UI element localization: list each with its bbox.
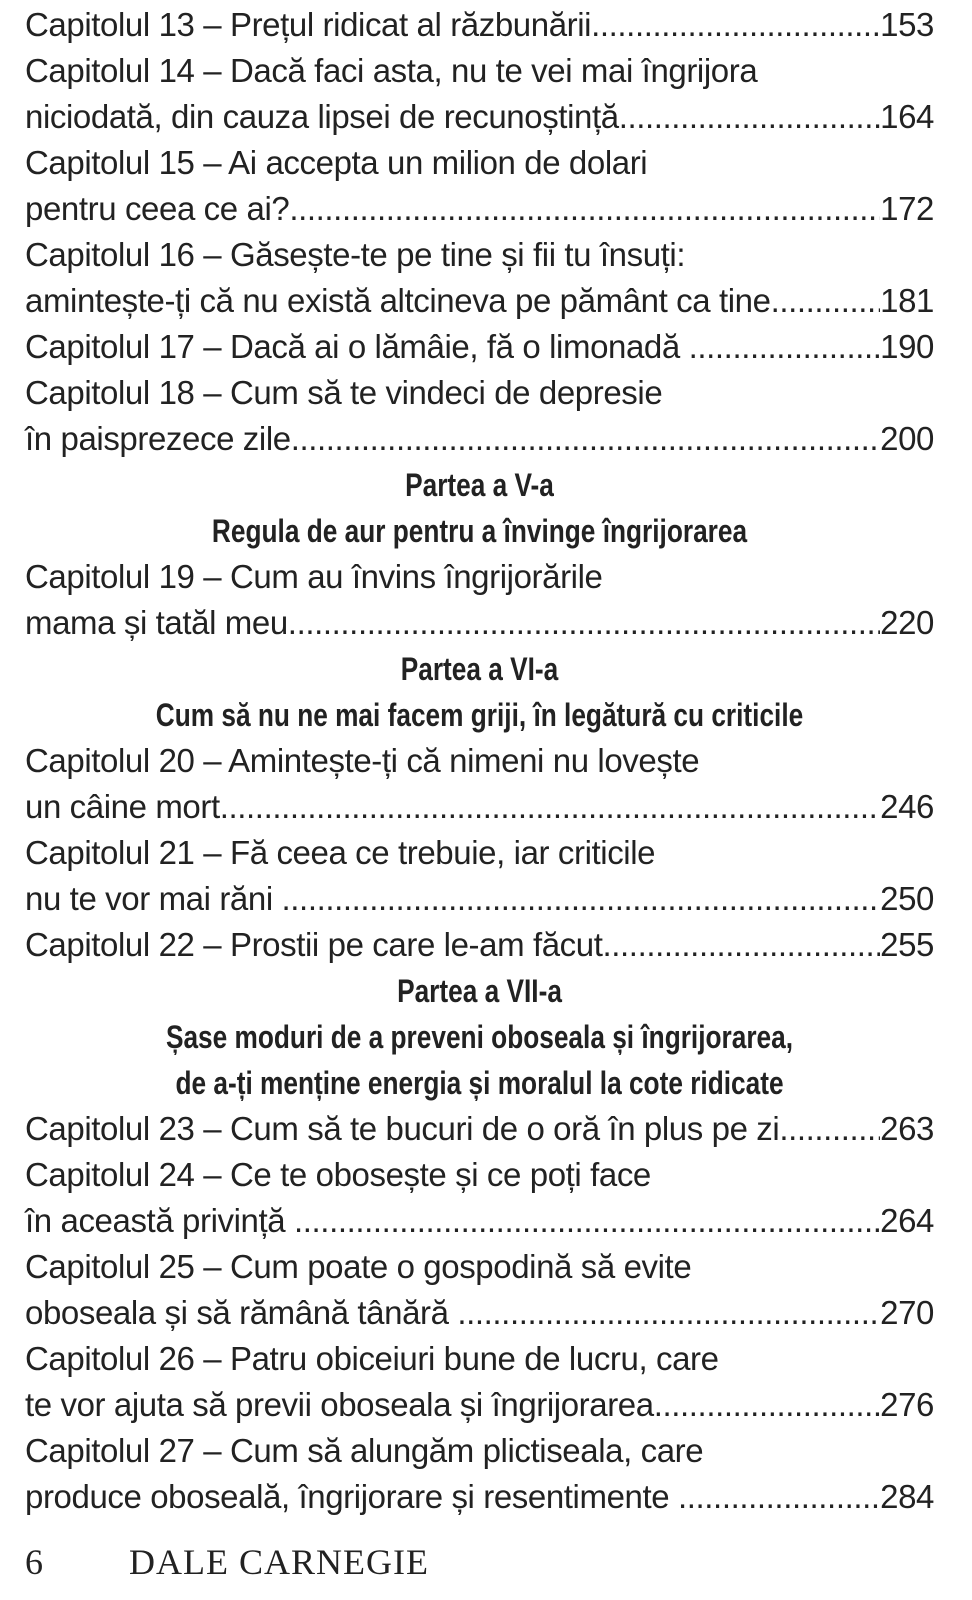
- page-number: 200: [880, 420, 934, 457]
- part-heading: Partea a V-a: [405, 467, 554, 503]
- toc-line-text: Capitolul 25 – Cum poate o gospodină să evite: [25, 1248, 692, 1285]
- toc-line: [25, 784, 934, 830]
- toc-line: [25, 1290, 934, 1336]
- toc-line-text: Capitolul 23 – Cum să te bucuri de o oră în plus pe zi: [25, 1110, 780, 1147]
- toc-line: [25, 738, 934, 784]
- page-number: 284: [880, 1478, 934, 1515]
- page-number: 190: [880, 328, 934, 365]
- toc-line: [25, 600, 934, 646]
- page-number: 264: [880, 1202, 934, 1239]
- toc-line-text: Capitolul 24 – Ce te obosește și ce poți face: [25, 1156, 651, 1193]
- dot-leader: [779, 1106, 880, 1152]
- toc-line-text: Capitolul 14 – Dacă faci asta, nu te vei mai îngrijora: [25, 52, 758, 89]
- toc-line-text: produce oboseală, îngrijorare și resentimente: [25, 1478, 678, 1515]
- dot-leader: [291, 416, 880, 462]
- page-number: 172: [880, 190, 934, 227]
- toc-line: [25, 324, 934, 370]
- part-heading: Regula de aur pentru a învinge îngrijorarea: [211, 513, 748, 549]
- toc-line: [25, 554, 934, 600]
- toc-line-text: amintește-ți că nu există altcineva pe pământ ca tine: [25, 282, 771, 319]
- toc-line-text: nu te vor mai răni: [25, 880, 282, 917]
- page-number: 255: [880, 926, 934, 963]
- dot-leader: [289, 186, 880, 232]
- toc-line-text: pentru ceea ce ai?: [25, 190, 290, 227]
- toc-line-text: în paisprezece zile: [25, 420, 291, 457]
- page-number: 250: [880, 880, 934, 917]
- running-title: DALE CARNEGIE: [129, 1542, 429, 1582]
- toc-line-text: Capitolul 13 – Prețul ridicat al răzbunării: [25, 6, 592, 43]
- part-heading: Partea a VI-a: [400, 651, 559, 687]
- dot-leader: [288, 600, 880, 646]
- toc-line: [25, 922, 934, 968]
- part-heading: Șase moduri de a preveni oboseala și îngrijorarea,: [165, 1019, 794, 1055]
- toc-line-text: Capitolul 20 – Amintește-ți că nimeni nu lovește: [25, 742, 700, 779]
- toc-line-text: Capitolul 22 – Prostii pe care le-am făcut: [25, 926, 603, 963]
- toc-line: [25, 1474, 934, 1520]
- toc-line-text: oboseala și să rămână tânără: [25, 1294, 458, 1331]
- toc-line-text: în această privință: [25, 1202, 294, 1239]
- page-number: 153: [880, 6, 934, 43]
- toc-line-text: Capitolul 15 – Ai accepta un milion de dolari: [25, 144, 648, 181]
- dot-leader: [282, 876, 881, 922]
- toc-list: [25, 2, 934, 1520]
- toc-line-text: Capitolul 19 – Cum au învins îngrijorările: [25, 558, 603, 595]
- dot-leader: [603, 922, 881, 968]
- dot-leader: [771, 278, 881, 324]
- toc-line: [25, 370, 934, 416]
- dot-leader: [220, 784, 880, 830]
- part-heading: Cum să nu ne mai facem griji, în legătură cu criticile: [155, 697, 804, 733]
- toc-line: [25, 278, 934, 324]
- toc-line-text: Capitolul 17 – Dacă ai o lămâie, fă o limonadă: [25, 328, 689, 365]
- part-heading: de a-ți menține energia și moralul la cote ridicate: [175, 1065, 784, 1101]
- toc-line-text: niciodată, din cauza lipsei de recunoștință: [25, 98, 619, 135]
- toc-line: [25, 186, 934, 232]
- toc-page: [25, 2, 934, 1520]
- part-heading: Partea a VII-a: [397, 973, 562, 1009]
- dot-leader: [457, 1290, 880, 1336]
- page-number: 263: [880, 1110, 934, 1147]
- toc-line-text: Capitolul 21 – Fă ceea ce trebuie, iar criticile: [25, 834, 656, 871]
- toc-line-text: un câine mort: [25, 788, 220, 825]
- folio-page-number: 6: [25, 1542, 43, 1582]
- toc-line: [25, 1382, 934, 1428]
- page-number: 276: [880, 1386, 934, 1423]
- toc-line-text: te vor ajuta să previi oboseala și îngrijorarea: [25, 1386, 654, 1423]
- toc-line: [25, 1106, 934, 1152]
- toc-line: [25, 1244, 934, 1290]
- dot-leader: [619, 94, 880, 140]
- toc-line: [25, 1336, 934, 1382]
- toc-line: [25, 876, 934, 922]
- toc-line: [25, 140, 934, 186]
- toc-line: [25, 48, 934, 94]
- dot-leader: [654, 1382, 880, 1428]
- toc-line-text: Capitolul 16 – Găsește-te pe tine și fii tu însuți:: [25, 236, 686, 273]
- page-footer: [25, 1538, 934, 1586]
- toc-line: [25, 1428, 934, 1474]
- toc-line: [25, 94, 934, 140]
- toc-line: [25, 416, 934, 462]
- page-number: 181: [880, 282, 934, 319]
- dot-leader: [689, 324, 881, 370]
- toc-line: [25, 2, 934, 48]
- dot-leader: [591, 2, 880, 48]
- page-number: 220: [880, 604, 934, 641]
- toc-line: [25, 232, 934, 278]
- toc-line-text: mama și tatăl meu: [25, 604, 288, 641]
- dot-leader: [294, 1198, 880, 1244]
- dot-leader: [678, 1474, 880, 1520]
- toc-line: [25, 830, 934, 876]
- toc-line-text: Capitolul 18 – Cum să te vindeci de depresie: [25, 374, 663, 411]
- toc-line-text: Capitolul 27 – Cum să alungăm plictiseala, care: [25, 1432, 704, 1469]
- toc-line-text: Capitolul 26 – Patru obiceiuri bune de lucru, care: [25, 1340, 719, 1377]
- page-number: 270: [880, 1294, 934, 1331]
- toc-line: [25, 1198, 934, 1244]
- page-number: 164: [880, 98, 934, 135]
- page-number: 246: [880, 788, 934, 825]
- toc-line: [25, 1152, 934, 1198]
